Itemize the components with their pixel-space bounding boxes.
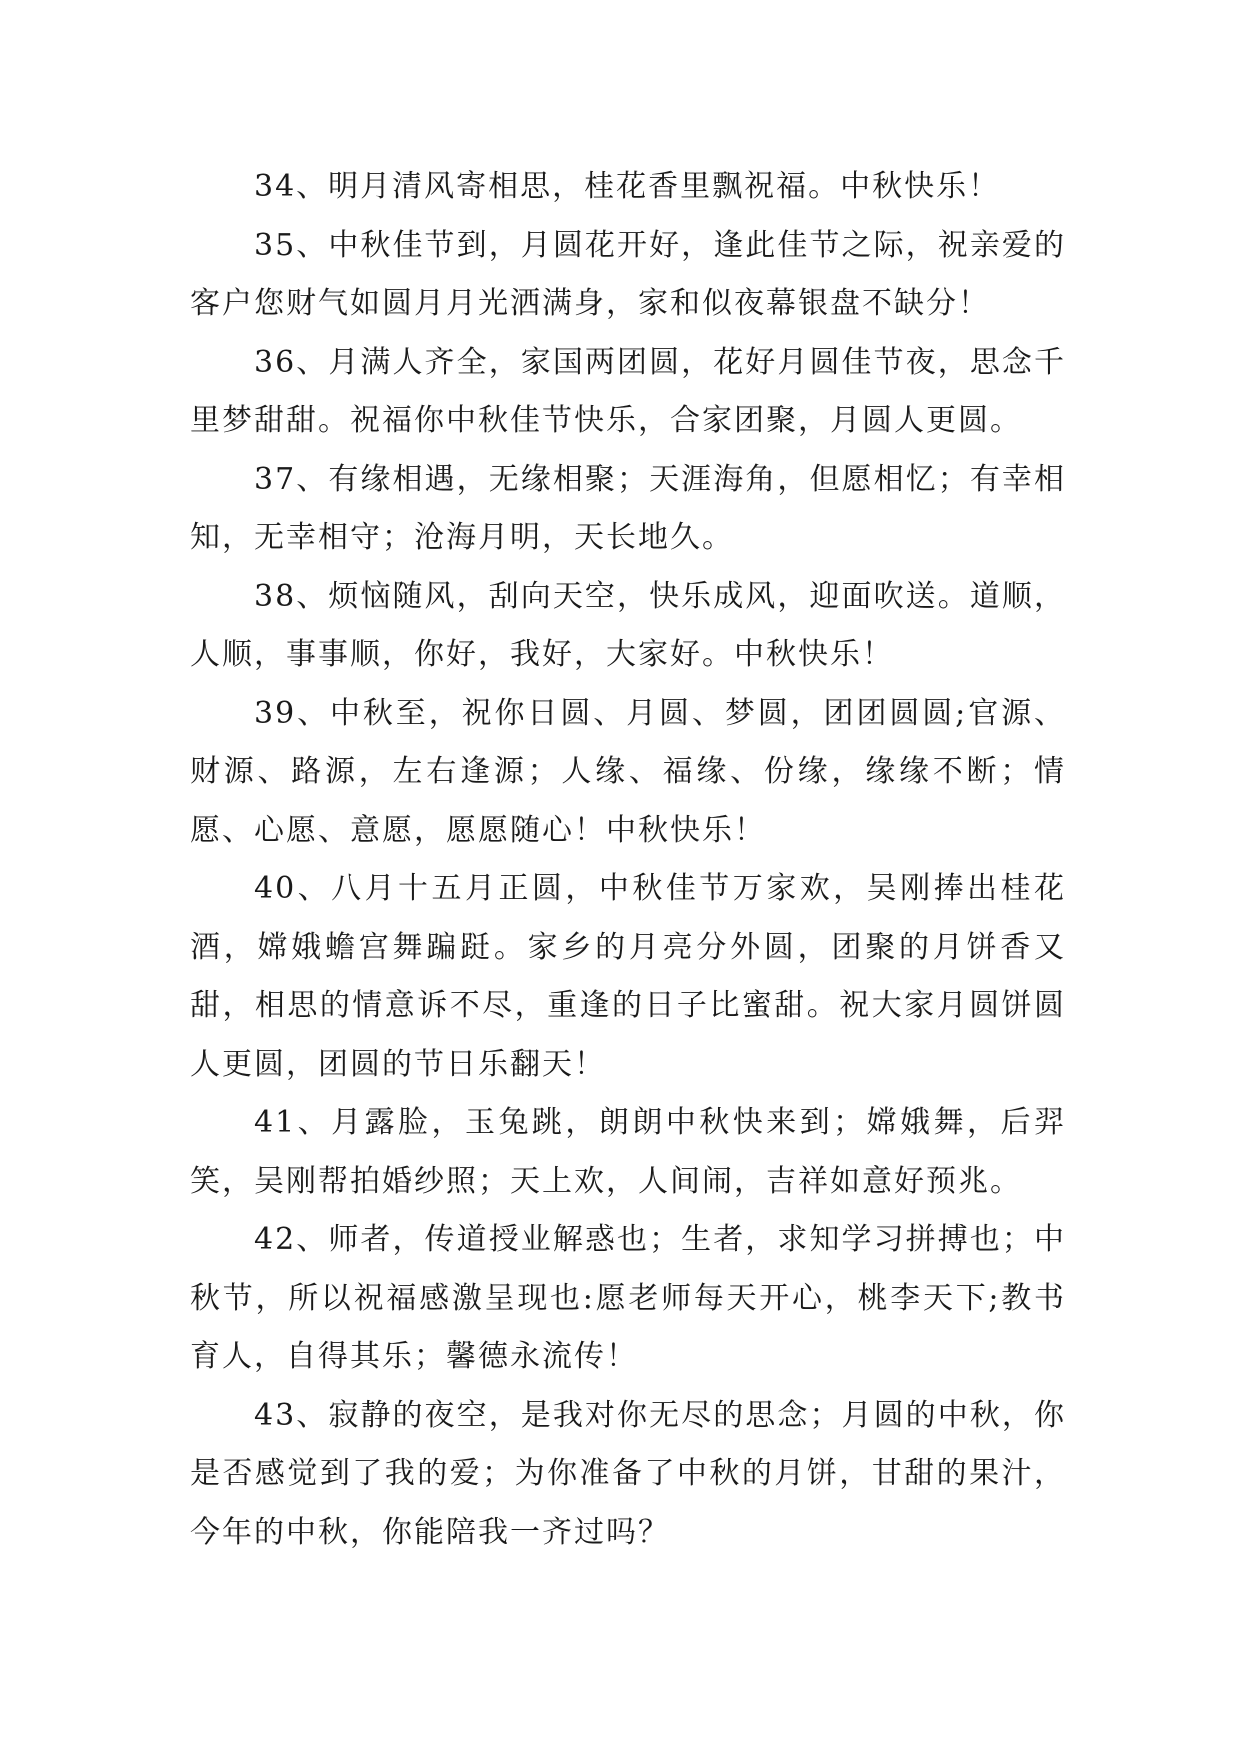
paragraph-34: 34、明月清风寄相思，桂花香里飘祝福。中秋快乐！: [254, 169, 1001, 204]
paragraph-39: 39、中秋至，祝你日圆、月圆、梦圆，团团圆圆;官源、财源、路源，左右逢源；人缘、福缘、份缘，缘缘不断；情愿、心愿、意愿，愿愿随心！中秋快乐！: [190, 695, 1066, 848]
paragraph-41: 41、月露脸，玉兔跳，朗朗中秋快来到；嫦娥舞，后羿笑，吴刚帮拍婚纱照；天上欢，人间闹，吉祥如意好预兆。: [190, 1105, 1066, 1199]
paragraph-36: 36、月满人齐全，家国两团圆，花好月圆佳节夜，思念千里梦甜甜。祝福你中秋佳节快乐，合家团聚，月圆人更圆。: [190, 344, 1066, 438]
paragraph-35: 35、中秋佳节到，月圆花开好，逢此佳节之际，祝亲爱的客户您财气如圆月月光洒满身，家和似夜幕银盘不缺分！: [190, 227, 1066, 321]
paragraph-43: 43、寂静的夜空，是我对你无尽的思念；月圆的中秋，你是否感觉到了我的爱；为你准备了中秋的月饼，甘甜的果汁，今年的中秋，你能陪我一齐过吗？: [190, 1397, 1066, 1550]
paragraph-42: 42、师者，传道授业解惑也；生者，求知学习拼搏也；中秋节，所以祝福感激呈现也:愿老师每天开心，桃李天下;教书育人，自得其乐；馨德永流传！: [190, 1222, 1066, 1374]
paragraph-38: 38、烦恼随风，刮向天空，快乐成风，迎面吹送。道顺，人顺，事事顺，你好，我好，大家好。中秋快乐！: [190, 578, 1066, 672]
document-body: [190, 158, 1066, 1562]
paragraph-40: 40、八月十五月正圆，中秋佳节万家欢，吴刚捧出桂花酒，嫦娥蟾宫舞蹁跹。家乡的月亮分外圆，团聚的月饼香又甜，相思的情意诉不尽，重逢的日子比蜜甜。祝大家月圆饼圆人更圆，团圆的节日乐翻天！: [190, 871, 1066, 1082]
paragraph-37: 37、有缘相遇，无缘相聚；天涯海角，但愿相忆；有幸相知，无幸相守；沧海月明，天长地久。: [190, 461, 1066, 555]
